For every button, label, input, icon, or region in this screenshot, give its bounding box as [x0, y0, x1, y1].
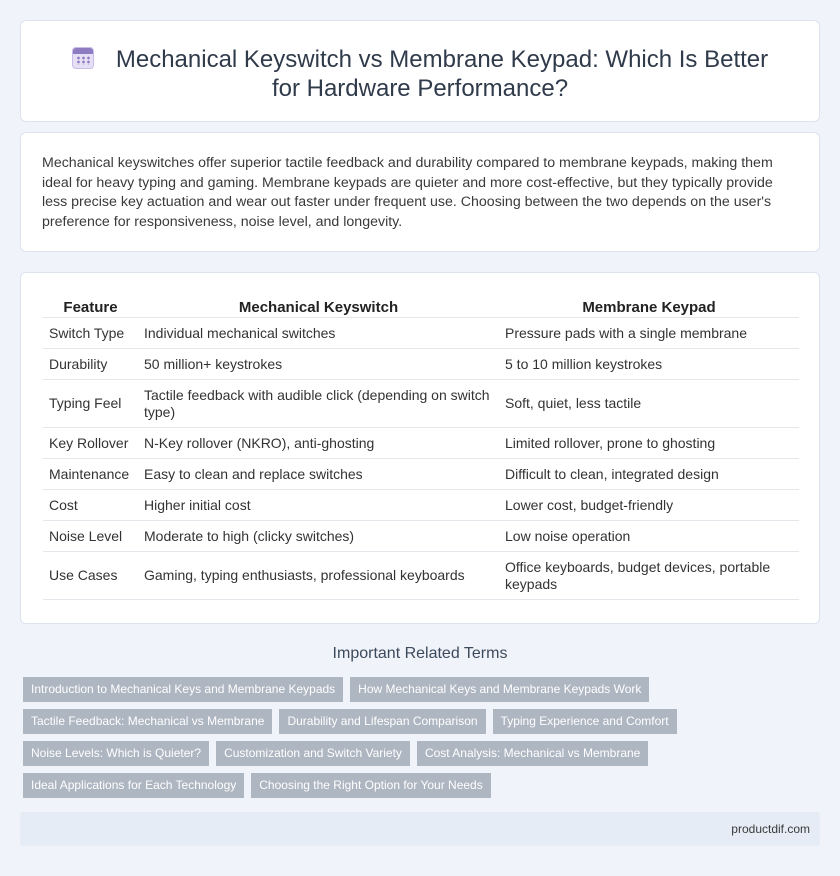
mechanical-cell: N-Key rollover (NKRO), anti-ghosting [138, 428, 499, 459]
membrane-cell: Soft, quiet, less tactile [499, 380, 799, 428]
footer [20, 812, 820, 846]
table-row [43, 552, 799, 600]
title-card [20, 20, 820, 122]
table-row [43, 521, 799, 552]
related-term-tag[interactable]: Choosing the Right Option for Your Needs [251, 773, 490, 798]
table-row [43, 318, 799, 349]
related-term-tag[interactable]: How Mechanical Keys and Membrane Keypads Work [350, 677, 649, 702]
membrane-cell: Pressure pads with a single membrane [499, 318, 799, 349]
table-header-row [43, 295, 799, 318]
table-row [43, 459, 799, 490]
page-title: Mechanical Keyswitch vs Membrane Keypad: Which Is Better for Hardware Performance? [115, 46, 769, 102]
feature-cell: Switch Type [43, 318, 138, 349]
mechanical-cell: Easy to clean and replace switches [138, 459, 499, 490]
table-row [43, 349, 799, 380]
mechanical-cell: Higher initial cost [138, 490, 499, 521]
mechanical-cell: Tactile feedback with audible click (depending on switch type) [138, 380, 499, 428]
related-term-tag[interactable]: Durability and Lifespan Comparison [279, 709, 485, 734]
calendar-icon [72, 47, 94, 69]
membrane-cell: Lower cost, budget-friendly [499, 490, 799, 521]
footer-site-link[interactable]: productdif.com [731, 822, 810, 836]
membrane-cell: Low noise operation [499, 521, 799, 552]
comparison-table-card [20, 272, 820, 624]
related-term-tag[interactable]: Typing Experience and Comfort [493, 709, 677, 734]
feature-cell: Cost [43, 490, 138, 521]
mechanical-cell: 50 million+ keystrokes [138, 349, 499, 380]
mechanical-cell: Moderate to high (clicky switches) [138, 521, 499, 552]
table-row [43, 428, 799, 459]
related-term-tag[interactable]: Noise Levels: Which is Quieter? [23, 741, 209, 766]
feature-cell: Use Cases [43, 552, 138, 600]
table-row [43, 380, 799, 428]
related-terms-heading: Important Related Terms [332, 645, 508, 662]
header-mechanical: Mechanical Keyswitch [138, 295, 499, 318]
membrane-cell: 5 to 10 million keystrokes [499, 349, 799, 380]
header-feature: Feature [43, 295, 138, 318]
mechanical-cell: Individual mechanical switches [138, 318, 499, 349]
comparison-table [43, 295, 799, 600]
mechanical-cell: Gaming, typing enthusiasts, professional keyboards [138, 552, 499, 600]
membrane-cell: Difficult to clean, integrated design [499, 459, 799, 490]
intro-paragraph: Mechanical keyswitches offer superior tactile feedback and durability compared to membrane keypads, making them ideal for heavy typing and gaming. Membrane keypads are quieter and more cost-effective, but they typically provide less precise key actuation and wear out faster under frequent use. Choosing between the two depends on the user's preference for responsiveness, noise level, and longevity. [42, 155, 773, 230]
feature-cell: Typing Feel [43, 380, 138, 428]
related-term-tag[interactable]: Ideal Applications for Each Technology [23, 773, 244, 798]
feature-cell: Noise Level [43, 521, 138, 552]
related-term-tag[interactable]: Cost Analysis: Mechanical vs Membrane [417, 741, 648, 766]
header-membrane: Membrane Keypad [499, 295, 799, 318]
membrane-cell: Limited rollover, prone to ghosting [499, 428, 799, 459]
related-term-tag[interactable]: Customization and Switch Variety [216, 741, 410, 766]
intro-card [20, 132, 820, 252]
feature-cell: Key Rollover [43, 428, 138, 459]
feature-cell: Maintenance [43, 459, 138, 490]
table-row [43, 490, 799, 521]
related-term-tag[interactable]: Tactile Feedback: Mechanical vs Membrane [23, 709, 272, 734]
membrane-cell: Office keyboards, budget devices, portable keypads [499, 552, 799, 600]
related-term-tag[interactable]: Introduction to Mechanical Keys and Membrane Keypads [23, 677, 343, 702]
feature-cell: Durability [43, 349, 138, 380]
related-terms-list [23, 677, 803, 805]
